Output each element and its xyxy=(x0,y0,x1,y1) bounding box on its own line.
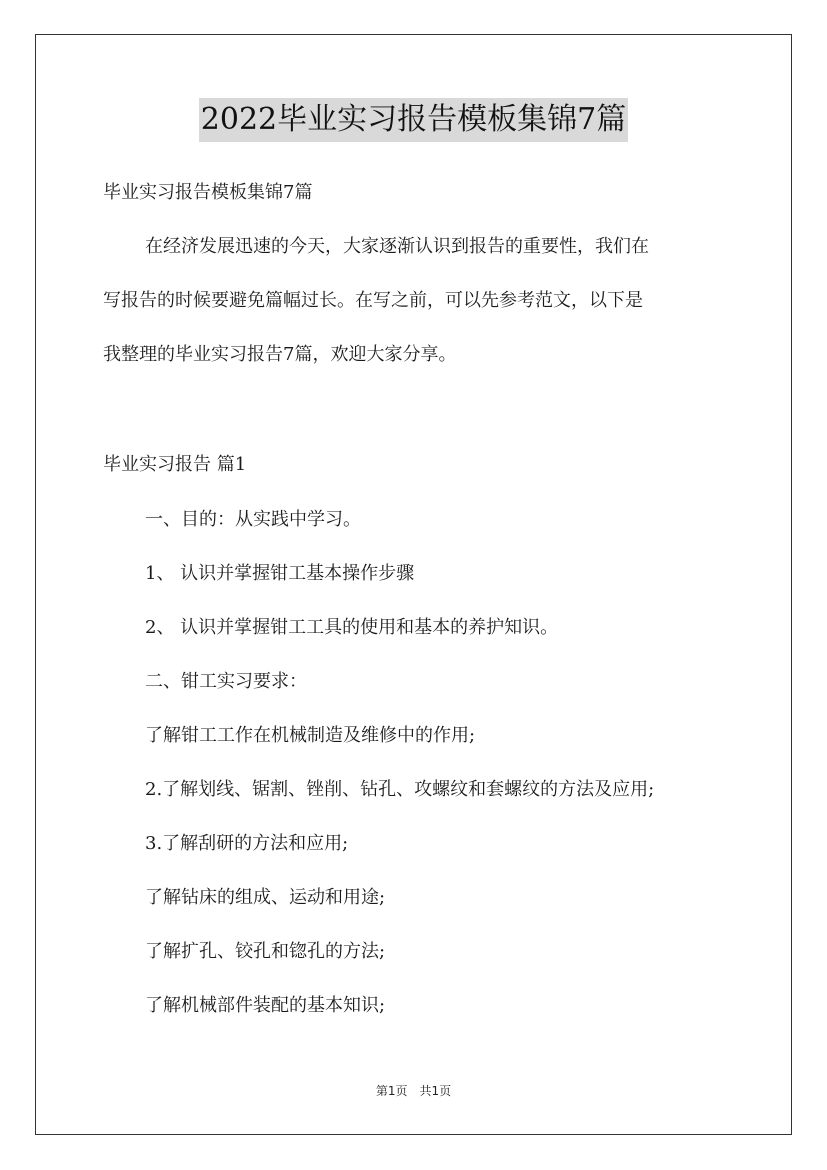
page-footer: 第1页 共1页 xyxy=(375,1084,452,1098)
document-subtitle: 毕业实习报告模板集锦7篇 xyxy=(103,182,313,203)
body-line-9: 了解扩孔、铰孔和锪孔的方法; xyxy=(145,941,386,962)
section-heading: 毕业实习报告 篇1 xyxy=(103,454,247,475)
body-line-3: 2、 认识并掌握钳工工具的使用和基本的养护知识。 xyxy=(145,617,559,638)
body-line-2: 1、 认识并掌握钳工基本操作步骤 xyxy=(145,563,415,584)
intro-line-2: 写报告的时候要避免篇幅过长。在写之前，可以先参考范文，以下是 xyxy=(103,290,643,311)
body-line-6: 2.了解划线、锯割、锉削、钻孔、攻螺纹和套螺纹的方法及应用; xyxy=(145,779,655,800)
intro-line-1: 在经济发展迅速的今天，大家逐渐认识到报告的重要性，我们在 xyxy=(145,236,649,257)
body-line-4: 二、钳工实习要求： xyxy=(145,671,307,692)
body-line-7: 3.了解刮研的方法和应用; xyxy=(145,833,349,854)
body-line-8: 了解钻床的组成、运动和用途; xyxy=(145,887,386,908)
document-title: 2022毕业实习报告模板集锦7篇 xyxy=(199,98,628,142)
intro-line-3: 我整理的毕业实习报告7篇，欢迎大家分享。 xyxy=(103,344,457,365)
body-line-10: 了解机械部件装配的基本知识; xyxy=(145,995,386,1016)
body-line-5: 了解钳工工作在机械制造及维修中的作用; xyxy=(145,725,476,746)
body-line-1: 一、目的：从实践中学习。 xyxy=(145,509,361,530)
title-container xyxy=(0,98,827,142)
